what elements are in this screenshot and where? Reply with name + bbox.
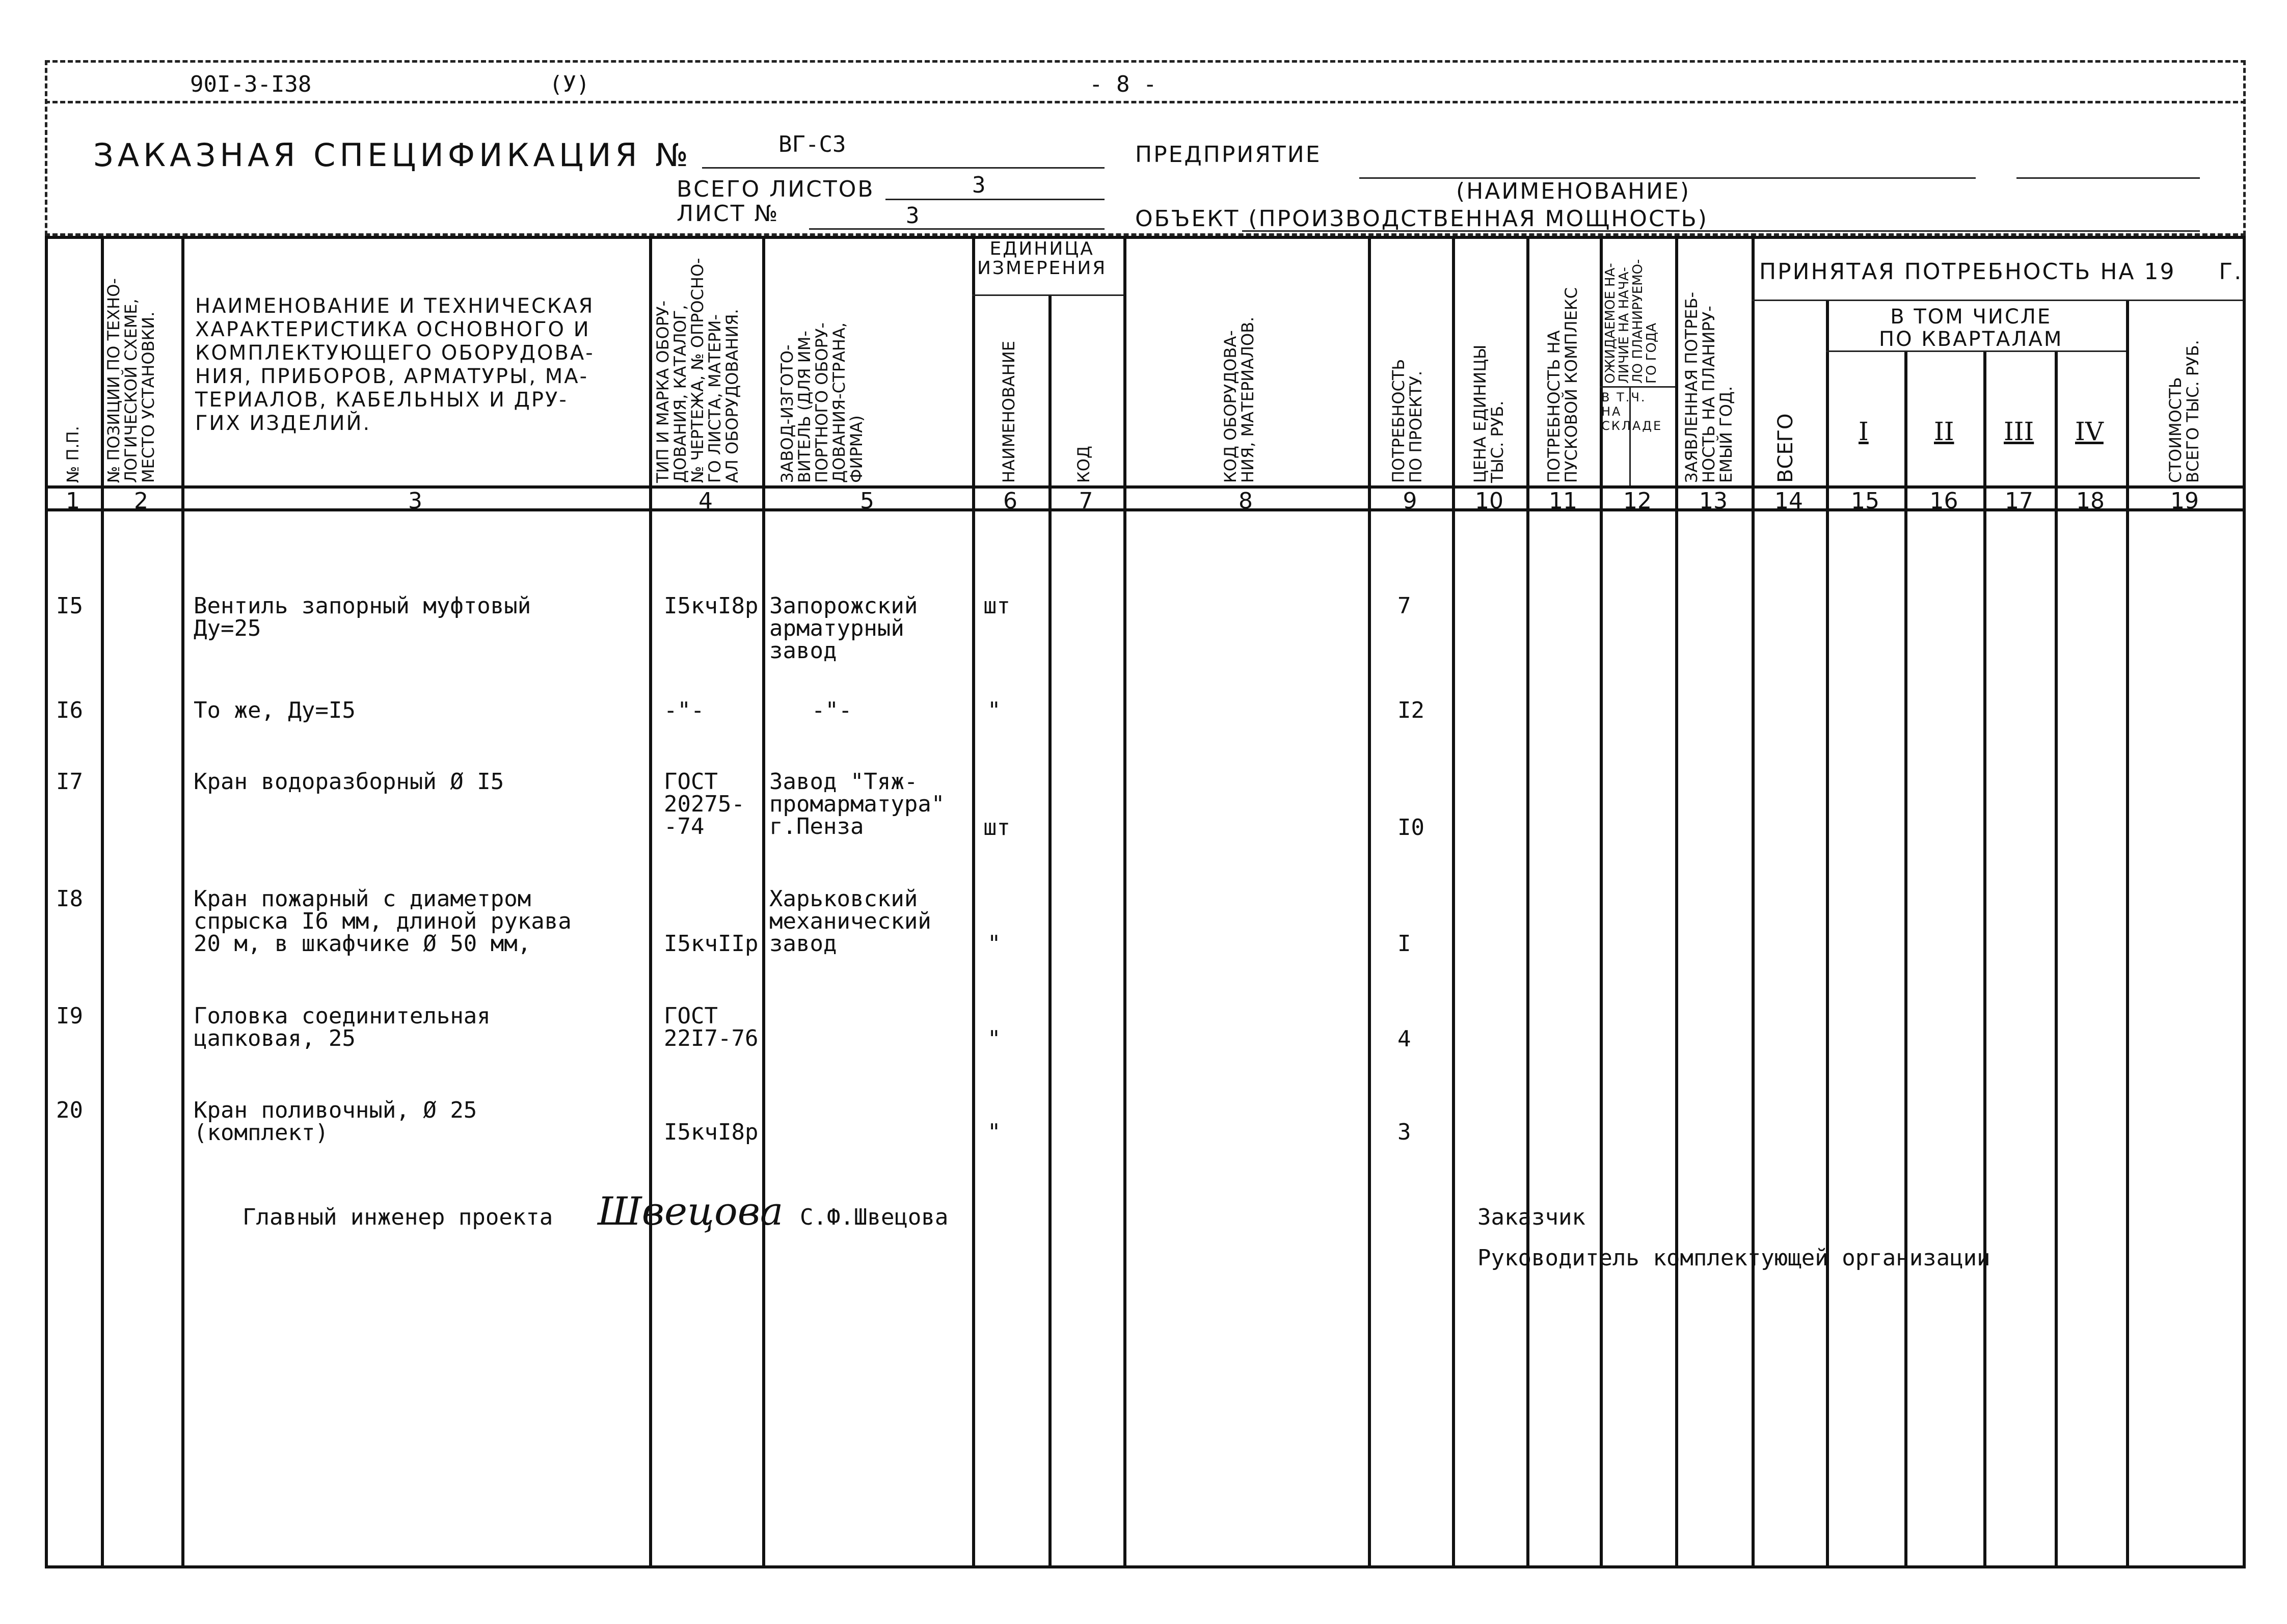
row-20-unit: " [987, 1119, 1001, 1145]
row-15-maker: Запорожский арматурный завод [769, 593, 918, 664]
enterprise-underline-2 [2016, 177, 2200, 179]
col-number-12: 12 [1623, 488, 1652, 514]
col-sep-8 [1368, 236, 1371, 1568]
unit-subheader-line [972, 294, 1123, 296]
col-number-16: 16 [1929, 488, 1958, 514]
col-header-19: СТОИМОСТЬ ВСЕГО ТЫС. РУБ. [2166, 340, 2202, 483]
col-sep-6 [1048, 294, 1052, 1568]
chief-engineer-label: Главный инженер проекта [243, 1204, 553, 1230]
row-15-unit: шт [983, 593, 1010, 619]
row-17-number: I7 [56, 769, 83, 795]
row-19-name: Головка соединительная цапковая, 25 [194, 1003, 491, 1051]
col-number-4: 4 [698, 488, 713, 514]
quarters-title: В ТОМ ЧИСЛЕ ПО КВАРТАЛАМ [1879, 305, 2063, 351]
col-header-12a: ОЖИДАЕМОЕ НА- ЛИЧИЕ НА НАЧА- ЛО ПЛАНИРУЕМО- ГО ГОДА [1603, 259, 1659, 384]
row-16-number: I6 [56, 697, 83, 723]
col-sep-11 [1600, 236, 1603, 1568]
col-number-7: 7 [1079, 488, 1093, 514]
organization-head-label: Руководитель комплектующей организации [1477, 1245, 1990, 1271]
chief-engineer-name: С.Ф.Швецова [800, 1204, 949, 1230]
name-caption: (НАИМЕНОВАНИЕ) [1456, 178, 1690, 204]
row-16-name: То же, Ду=I5 [194, 697, 356, 723]
row-18-number: I8 [56, 886, 83, 912]
col-header-1: № П.П. [63, 426, 83, 483]
col-sep-3 [649, 236, 652, 1568]
row-20-type: I5кчI8р [664, 1119, 759, 1145]
row-16-qty: I2 [1397, 697, 1424, 723]
row-18-qty: I [1397, 931, 1411, 957]
col-header-9: ПОТРЕБНОСТЬ ПО ПРОЕКТУ. [1389, 359, 1425, 483]
row-20-name: Кран поливочный, Ø 25 (комплект) [194, 1097, 477, 1146]
row-20-number: 20 [56, 1097, 83, 1123]
col-header-14: ВСЕГО [1774, 413, 1797, 483]
row-17-name: Кран водоразборный Ø I5 [194, 769, 504, 795]
col-header-5: ЗАВОД-ИЗГОТО- ВИТЕЛЬ (ДЛЯ ИМ- ПОРТНОГО ОБОРУ- ДОВАНИЯ-СТРАНА, ФИРМА) [777, 322, 866, 483]
sheets-total-label: ВСЕГО ЛИСТОВ [677, 176, 875, 202]
row-19-type: ГОСТ 22I7-76 [664, 1003, 759, 1051]
row-19-number: I9 [56, 1003, 83, 1029]
col-sep-9 [1452, 236, 1455, 1568]
col-sep-12 [1675, 236, 1678, 1568]
col-number-19: 19 [2170, 488, 2199, 514]
row-17-unit: шт [983, 815, 1010, 841]
page-number: - 8 - [1089, 71, 1157, 97]
col12-inner-line [1600, 386, 1675, 388]
q1-header: I [1859, 417, 1869, 446]
row-16-unit: " [987, 697, 1001, 723]
frame-top [45, 60, 2246, 63]
col-header-10: ЦЕНА ЕДИНИЦЫ ТЫС. РУБ. [1470, 344, 1507, 483]
sheets-total-underline [885, 199, 1105, 200]
row-18-type: I5кчIIр [664, 931, 759, 957]
col-header-unit: ЕДИНИЦА ИЗМЕРЕНИЯ [977, 238, 1107, 279]
frame-left-upper [45, 60, 47, 243]
header-divider [45, 101, 2246, 103]
col-header-3: НАИМЕНОВАНИЕ И ТЕХНИЧЕСКАЯ ХАРАКТЕРИСТИКА ОСНОВНОГО И КОМПЛЕКТУЮЩЕГО ОБОРУДОВА- НИЯ, ПРИБОРОВ, АРМАТУРЫ, МА- ТЕРИАЛОВ, КАБЕЛЬНЫХ И ДРУ- ГИХ ИЗДЕЛИЙ. [195, 294, 595, 435]
table-top [45, 236, 2246, 239]
col-number-11: 11 [1549, 488, 1577, 514]
col-sep-4 [762, 236, 765, 1568]
frame-right-upper [2243, 60, 2246, 243]
table-left [45, 236, 48, 1568]
row-17-qty: I0 [1397, 815, 1424, 841]
col-number-2: 2 [134, 488, 148, 514]
q2-header: II [1934, 417, 1954, 446]
enterprise-label: ПРЕДПРИЯТИЕ [1135, 142, 1322, 168]
col-number-18: 18 [2076, 488, 2105, 514]
col-number-13: 13 [1699, 488, 1728, 514]
customer-label: Заказчик [1477, 1204, 1585, 1230]
col-sep-17 [2055, 350, 2058, 1568]
col-number-8: 8 [1239, 488, 1253, 514]
col-header-4: ТИП И МАРКА ОБОРУ- ДОВАНИЯ, КАТАЛОГ, № ЧЕРТЕЖА, № ОПРОСНО- ГО ЛИСТА, МАТЕРИ- АЛ ОБОРУДОВАНИЯ. [653, 258, 742, 483]
col-header-13: ЗАЯВЛЕННАЯ ПОТРЕБ- НОСТЬ НА ПЛАНИРУ- ЕМЫЙ ГОД. [1682, 291, 1736, 483]
object-label: ОБЪЕКТ (ПРОИЗВОДСТВЕННАЯ МОЩНОСТЬ) [1135, 206, 1708, 232]
sheet-label: ЛИСТ № [677, 201, 779, 227]
row-15-number: I5 [56, 593, 83, 619]
col-number-3: 3 [408, 488, 422, 514]
row-16-maker: -"- [812, 697, 852, 723]
row-17-type: ГОСТ 20275- -74 [664, 769, 745, 840]
col-header-6: НАИМЕНОВАНИЕ [999, 340, 1018, 483]
sheet-number-underline [809, 228, 1105, 230]
col-sep-5 [972, 236, 975, 1568]
col-number-9: 9 [1403, 488, 1417, 514]
row-16-type: -"- [664, 697, 705, 723]
col-header-12b: В Т.Ч. НА СКЛАДЕ [1601, 390, 1663, 433]
col-number-15: 15 [1851, 488, 1879, 514]
doc-variant: (У) [549, 71, 590, 97]
table-bottom [45, 1565, 2246, 1568]
row-15-name: Вентиль запорный муфтовый Ду=25 [194, 593, 531, 641]
doc-code: 90I-3-I38 [190, 71, 312, 97]
row-19-qty: 4 [1397, 1026, 1411, 1052]
row-18-maker: Харьковский механический завод [769, 886, 931, 957]
table-right [2243, 236, 2246, 1568]
spec-number: ВГ-СЗ [778, 131, 846, 157]
q4-header: IV [2075, 417, 2104, 446]
row-17-maker: Завод "Тяж- промарматура" г.Пенза [769, 769, 945, 840]
row-20-qty: 3 [1397, 1119, 1411, 1145]
specification-sheet [45, 60, 2246, 1568]
row-18-unit: " [987, 931, 1001, 957]
col-sep-13 [1752, 236, 1755, 1568]
accepted-title: ПРИНЯТАЯ ПОТРЕБНОСТЬ НА 19 Г. [1759, 259, 2243, 285]
col-header-2: № ПОЗИЦИИ ПО ТЕХНО- ЛОГИЧЕСКОЙ СХЕМЕ, МЕСТО УСТАНОВКИ. [104, 278, 158, 483]
col-header-8: КОД ОБОРУДОВА- НИЯ, МАТЕРИАЛОВ. [1221, 316, 1257, 483]
col-number-6: 6 [1003, 488, 1017, 514]
col-number-1: 1 [66, 488, 80, 514]
col-sep-10 [1526, 236, 1529, 1568]
col-sep-16 [1983, 350, 1986, 1568]
col-number-14: 14 [1774, 488, 1803, 514]
row-15-qty: 7 [1397, 593, 1411, 619]
row-18-name: Кран пожарный с диаметром спрыска I6 мм, длиной рукава 20 м, в шкафчике Ø 50 мм, [194, 886, 572, 957]
col-sep-15 [1904, 350, 1907, 1568]
col-header-11: ПОТРЕБНОСТЬ НА ПУСКОВОЙ КОМПЛЕКС [1544, 287, 1581, 483]
spec-title: ЗАКАЗНАЯ СПЕЦИФИКАЦИЯ № [93, 137, 692, 174]
object-underline [1242, 230, 2200, 232]
col-sep-7 [1123, 236, 1126, 1568]
row-15-type: I5кчI8р [664, 593, 759, 619]
col-number-10: 10 [1475, 488, 1503, 514]
col-number-5: 5 [860, 488, 874, 514]
spec-number-underline [702, 167, 1105, 169]
col-number-17: 17 [2005, 488, 2033, 514]
sheets-total: 3 [972, 172, 986, 198]
sheet-number: 3 [906, 203, 920, 229]
chief-engineer-signature: Швецова [598, 1188, 784, 1234]
q3-header: III [2004, 417, 2034, 446]
col-sep-2 [181, 236, 184, 1568]
col-header-7: КОД [1074, 446, 1093, 483]
row-19-unit: " [987, 1026, 1001, 1052]
